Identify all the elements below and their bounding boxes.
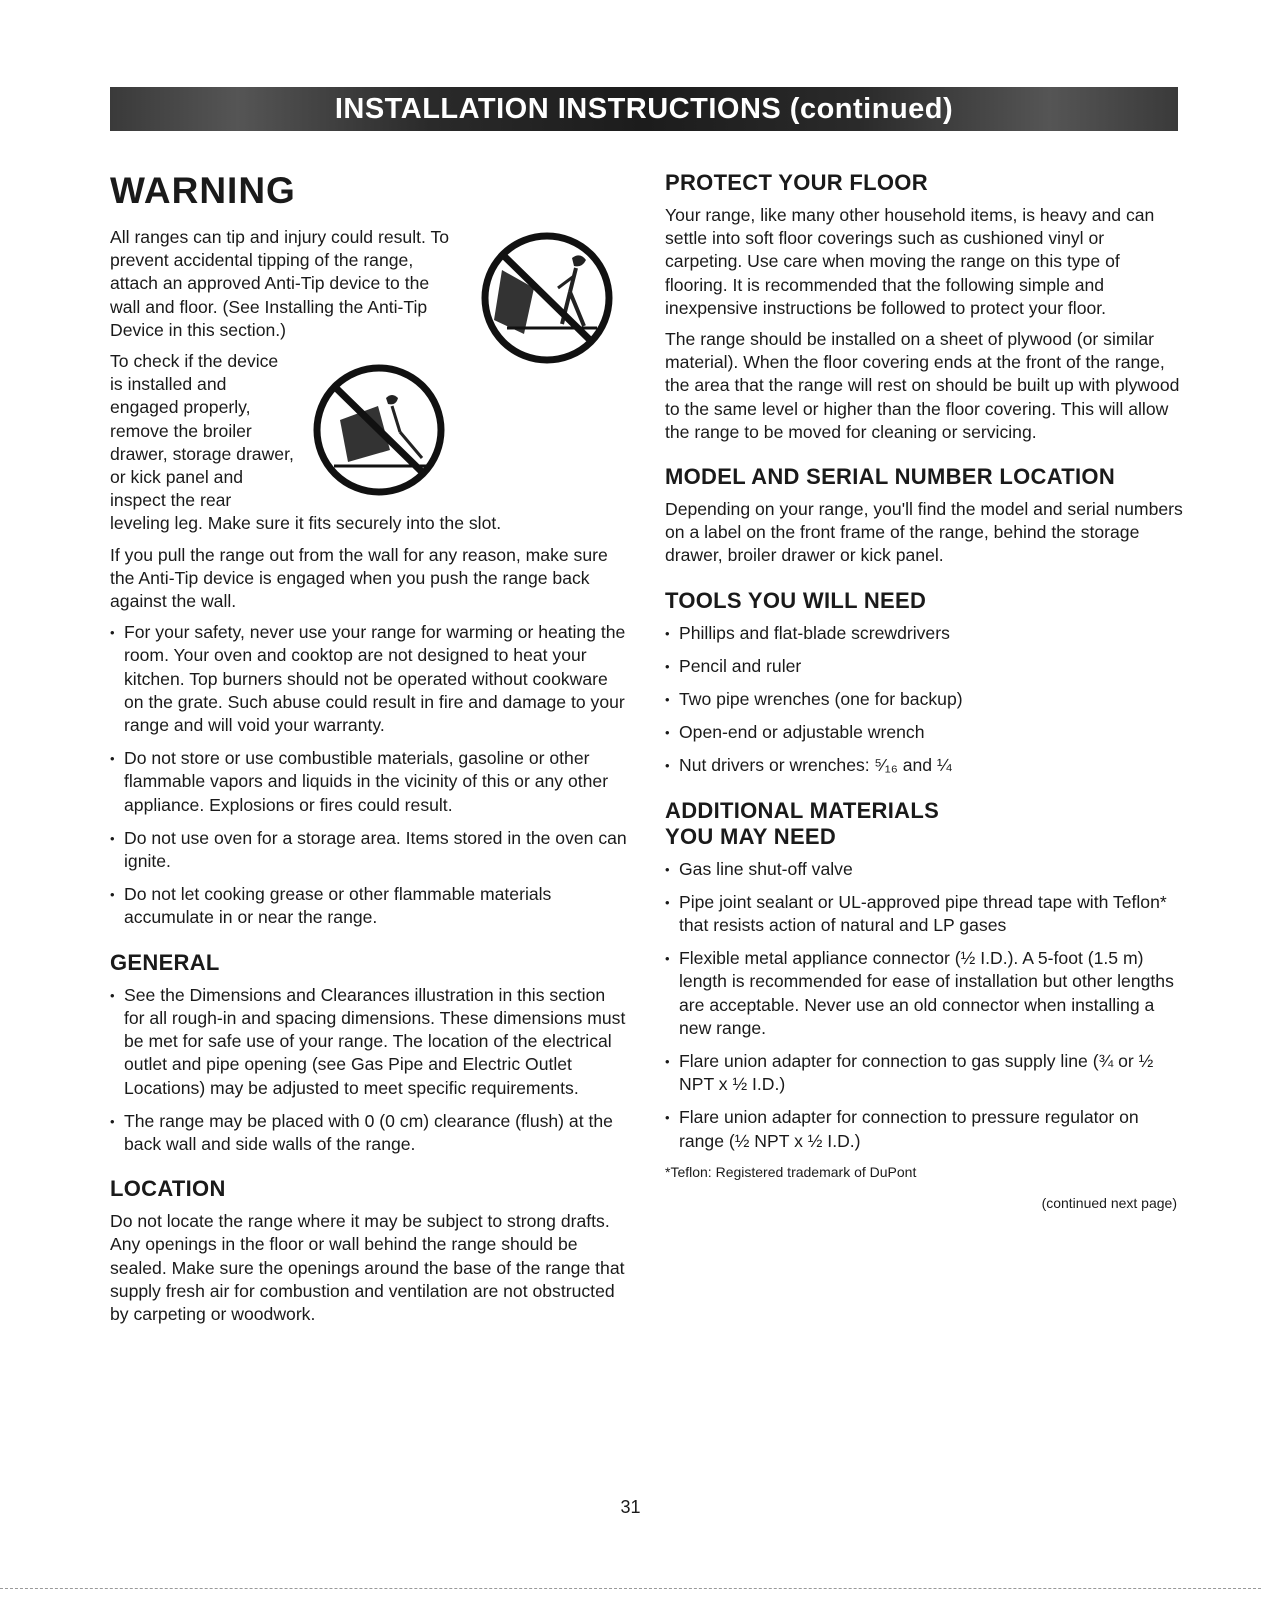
continued-note: (continued next page) [1041,1194,1177,1211]
warning-paragraph-2: To check if the device is installed and engaged properly, remove the broiler drawer, storage drawer, or kick panel and inspect the rear leveling leg. Make sure it fits securely into the slot. [110,351,502,534]
materials-section [665,798,1185,1211]
list-item: • Do not store or use combustible materials, gasoline or other flammable vapors and liquids in the vicinity of this or any other appliance. Explosions or fires could result. [110,747,630,817]
tools-bullet-list [665,622,1185,778]
list-item: • Do not let cooking grease or other flammable materials accumulate in or near the range. [110,883,630,929]
location-section [110,1176,630,1326]
section-banner: INSTALLATION INSTRUCTIONS (continued) [110,87,1178,131]
list-item: • Pencil and ruler [665,655,1185,678]
anti-tip-check-icon [304,358,462,508]
materials-bullet-list [665,858,1185,1153]
model-serial-title: MODEL AND SERIAL NUMBER LOCATION [665,464,1116,490]
general-section [110,950,630,1156]
tools-section [665,588,1185,778]
warning-bullet-list [110,621,630,929]
location-paragraph: Do not locate the range where it may be subject to strong drafts. Any openings in the floor or wall behind the range should be sealed. Make sure the openings around the base of the range that supply fresh air for combustion and ventilation are not obstructed by carpeting or woodwork. [110,1211,625,1324]
warning-title: WARNING [110,170,296,211]
list-item: • Pipe joint sealant or UL-approved pipe thread tape with Teflon* that resists action of natural and LP gases [665,891,1185,937]
list-item: • Flare union adapter for connection to pressure regulator on range (½ NPT x ½ I.D.) [665,1106,1185,1152]
protect-floor-paragraph-1: Your range, like many other household items, is heavy and can settle into soft floor coverings such as cushioned vinyl or carpeting. Use care when moving the range on this type of flooring. It is recommended that the following simple and inexpensive instructions be followed to protect your floor. [665,205,1155,318]
right-column [665,160,1185,1231]
warning-paragraph-1: All ranges can tip and injury could result. To prevent accidental tipping of the range, attach an approved Anti-Tip device to the wall and floor. (See Installing the Anti-Tip Device in this section.) [110,227,450,340]
anti-tip-warning-icon [472,228,630,368]
list-item: • Nut drivers or wrenches: ⁵⁄₁₆ and ¼ [665,754,1185,777]
tools-title: TOOLS YOU WILL NEED [665,587,927,613]
left-column [110,160,630,1346]
model-serial-section [665,464,1185,568]
list-item: • For your safety, never use your range for warming or heating the room. Your oven and cooktop are not designed to heat your kitchen. Top burners should not be operated without cookware on the grate. Such abuse could result in fire and damage to your range and will void your warranty. [110,621,630,737]
teflon-footnote: *Teflon: Registered trademark of DuPont [665,1163,917,1180]
list-item: • See the Dimensions and Clearances illustration in this section for all rough-in and spacing dimensions. These dimensions must be met for safe use of your range. The location of the electrical outlet and pipe opening (see Gas Pipe and Electric Outlet Locations) may be adjusted to meet specific requirements. [110,984,630,1100]
list-item: • Do not use oven for a storage area. Items stored in the oven can ignite. [110,827,630,873]
model-serial-paragraph: Depending on your range, you'll find the model and serial numbers on a label on the front frame of the range, behind the storage drawer, broiler drawer or kick panel. [665,499,1183,566]
general-title: GENERAL [110,949,220,975]
page-number: 31 [620,1497,641,1517]
list-item: • Flare union adapter for connection to gas supply line (¾ or ½ NPT x ½ I.D.) [665,1050,1185,1096]
list-item: • Two pipe wrenches (one for backup) [665,688,1185,711]
list-item: • Gas line shut-off valve [665,858,1185,881]
general-bullet-list [110,984,630,1156]
protect-floor-paragraph-2: The range should be installed on a sheet of plywood (or similar material). When the floor covering ends at the front of the range, the area that the range will rest on should be built up with plywood to the same level or higher than the floor covering. This will allow the range to be moved for cleaning or servicing. [665,329,1180,442]
warning-paragraph-3: If you pull the range out from the wall for any reason, make sure the Anti-Tip device is engaged when you push the range back against the wall. [110,544,608,612]
materials-title-line-1: ADDITIONAL MATERIALS [665,797,940,823]
protect-floor-title: PROTECT YOUR FLOOR [665,170,928,195]
list-item: • Open-end or adjustable wrench [665,721,1185,744]
list-item: • The range may be placed with 0 (0 cm) clearance (flush) at the back wall and side walls of the range. [110,1110,630,1156]
list-item: • Flexible metal appliance connector (½ I.D.). A 5-foot (1.5 m) length is recommended for ease of installation but other lengths are acceptable. Never use an old connector when installing a new range. [665,947,1185,1040]
materials-title-line-2: YOU MAY NEED [665,823,837,849]
protect-floor-section [665,170,1185,444]
warning-section [110,170,630,930]
location-title: LOCATION [110,1176,226,1202]
list-item: • Phillips and flat-blade screwdrivers [665,622,1185,645]
bottom-divider [0,1588,1261,1589]
